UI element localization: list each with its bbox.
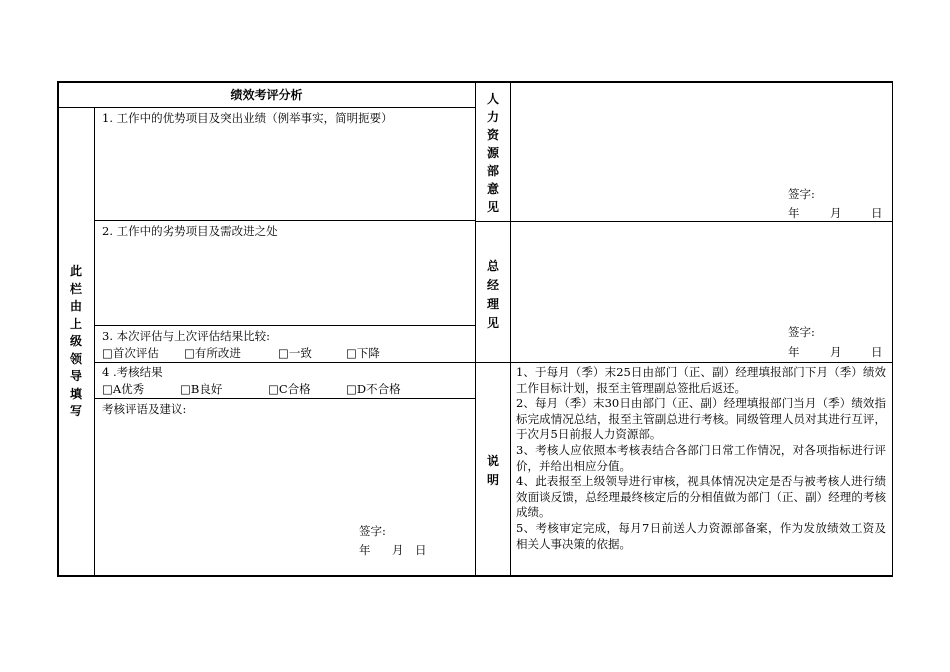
note-item: 5、考核审定完成，每月7日前送人力资源部备案，作为发放绩效工资及相关人事决策的依据。 — [516, 520, 886, 551]
item2-text: 2. 工作中的劣势项目及需改进之处 — [102, 224, 278, 238]
frame-right — [892, 81, 894, 576]
frame-bottom — [57, 575, 893, 577]
item3-divider — [94, 362, 475, 363]
gm-date — [788, 344, 888, 359]
hr-divider — [475, 221, 892, 222]
analysis-date — [359, 542, 439, 557]
date-day: 日 — [415, 543, 427, 557]
gm-sign-label: 签字: — [788, 325, 815, 339]
compare-option[interactable]: □有所改进 — [184, 346, 241, 360]
note-item: 3、考核人应依照本考核表结合各部门日常工作情况，对各项指标进行评价，并给出相应分值。 — [516, 442, 886, 473]
item1-divider — [94, 220, 475, 221]
date-day: 日 — [871, 345, 883, 359]
header-divider — [57, 107, 475, 108]
result-option[interactable]: □C合格 — [268, 382, 311, 396]
gm-label: 总经理见 — [486, 259, 499, 330]
comments-label: 考核评语及建议: — [102, 402, 187, 416]
date-year: 年 — [359, 543, 371, 557]
note-item: 1、于每月（季）末25日由部门（正、副）经理填报部门下月（季）绩效工作目标计划，报至主管理副总签批后返还。 — [516, 365, 886, 395]
compare-option[interactable]: □一致 — [278, 346, 312, 360]
item3-text: 3. 本次评估与上次评估结果比较: — [102, 329, 271, 343]
date-month: 月 — [392, 543, 404, 557]
date-month: 月 — [830, 345, 842, 359]
hr-sign-label: 签字: — [788, 187, 815, 201]
hr-label: 人力资源部意见 — [486, 92, 499, 214]
result-option[interactable]: □D不合格 — [346, 382, 401, 396]
note-item: 4、此表报至上级领导进行审核，视具体情况决定是否与被考核人进行绩效面谈反馈，总经理最终核定后的分相值做为部门（正、副）经理的考核成绩。 — [516, 474, 886, 520]
item2-divider — [94, 325, 475, 326]
label-col-right — [510, 81, 511, 575]
item4-divider — [94, 398, 475, 399]
compare-option[interactable]: □下降 — [346, 346, 380, 360]
result-option[interactable]: □A优秀 — [102, 382, 145, 396]
date-month: 月 — [830, 206, 842, 220]
date-day: 日 — [871, 206, 883, 220]
date-year: 年 — [788, 206, 800, 220]
label-col-left — [475, 81, 476, 575]
notes-list — [516, 365, 886, 552]
hr-date — [788, 205, 888, 220]
date-year: 年 — [788, 345, 800, 359]
analysis-header: 绩效考评分析 — [230, 88, 303, 102]
notes-label: 说明 — [486, 454, 499, 487]
analysis-sign-label: 签字: — [359, 524, 386, 538]
frame-left — [57, 81, 59, 576]
side-label: 此栏由上级领导填写 — [69, 264, 82, 418]
side-label-divider — [94, 107, 95, 575]
item1-text: 1. 工作中的优势项目及突出业绩（例举事实，简明扼要） — [102, 111, 393, 125]
compare-option[interactable]: □首次评估 — [102, 346, 159, 360]
result-option[interactable]: □B良好 — [180, 382, 223, 396]
item4-text: 4 .考核结果 — [102, 365, 163, 379]
note-item: 2、每月（季）末30日由部门（正、副）经理填报部门当月（季）绩效指标完成情况总结，报至主管副总进行考核。同级管理人员对其进行互评，于次月5日前报人力资源部。 — [516, 396, 886, 442]
gm-divider — [475, 362, 892, 363]
